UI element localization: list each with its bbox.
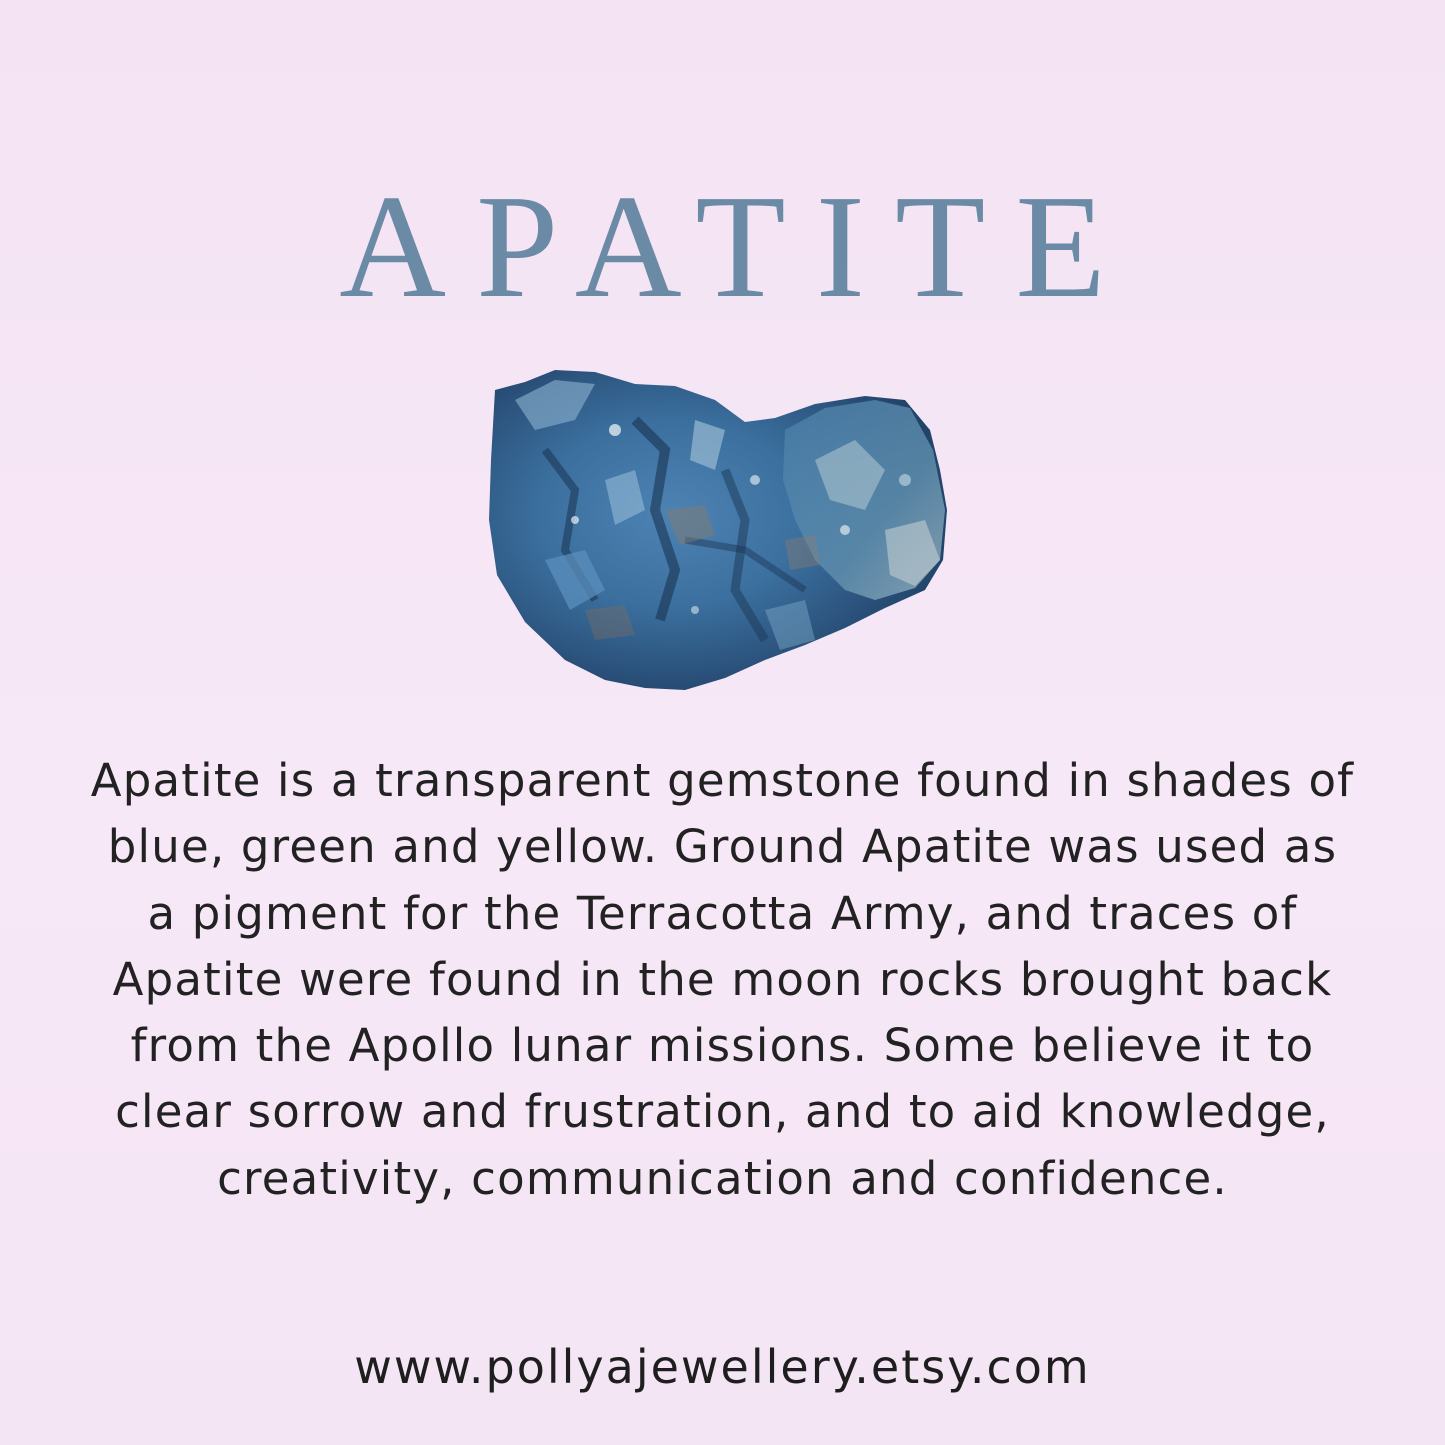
apatite-stone-image	[485, 360, 955, 700]
gemstone-description: Apatite is a transparent gemstone found in shades of blue, green and yellow. Ground Apatite was used as a pigment for the Terracotta Army, and traces of Apatite were found in the moon rocks brought back from the Apollo lunar missions. Some believe it to clear sorrow and frustration, and to aid knowledge, creativity, communication and confidence.	[90, 754, 1355, 1205]
website-link[interactable]: www.pollyajewellery.etsy.com	[354, 1340, 1091, 1394]
apatite-stone-icon	[485, 360, 955, 700]
page-title: APATITE	[339, 165, 1136, 329]
